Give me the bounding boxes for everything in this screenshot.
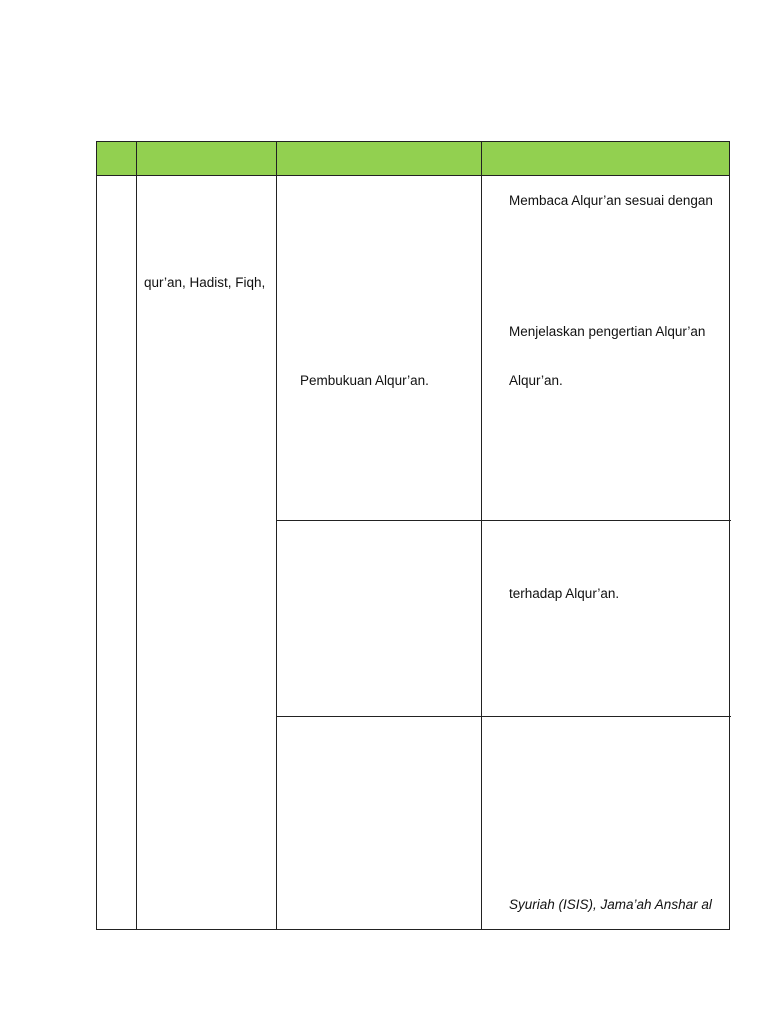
column-divider xyxy=(481,142,482,929)
column-divider xyxy=(136,142,137,929)
table-header-row xyxy=(97,142,729,176)
table-cell-indicator: terhadap Alqur’an. xyxy=(509,586,620,601)
row-divider xyxy=(276,716,731,717)
table-cell-indicator: Alqur’an. xyxy=(509,373,563,388)
table-cell-topics: qur’an, Hadist, Fiqh, xyxy=(144,275,266,290)
row-divider xyxy=(276,520,731,521)
table xyxy=(96,141,730,930)
table-cell-indicator: Menjelaskan pengertian Alqur’an xyxy=(509,324,706,339)
table-cell-indicator: Syuriah (ISIS), Jama’ah Anshar al xyxy=(509,897,712,912)
table-cell-material: Pembukuan Alqur’an. xyxy=(300,373,429,388)
column-divider xyxy=(276,142,277,929)
table-cell-indicator: Membaca Alqur’an sesuai dengan xyxy=(509,193,713,208)
